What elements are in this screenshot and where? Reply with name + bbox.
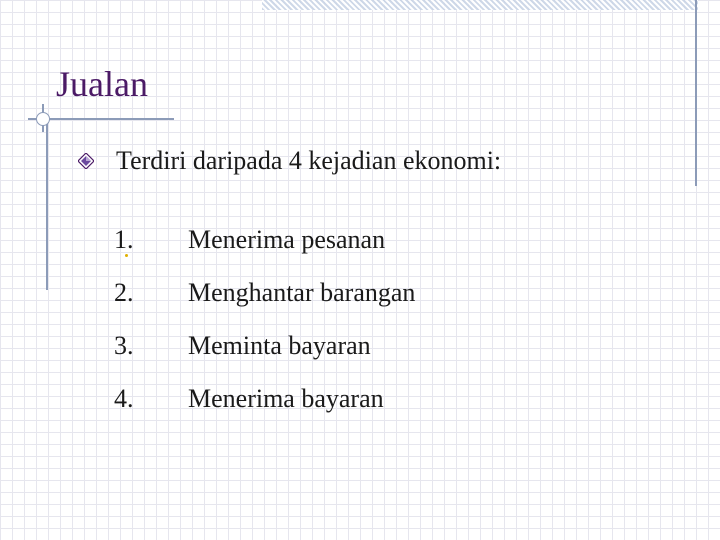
list-item	[114, 372, 415, 425]
decorative-right-line	[695, 0, 697, 186]
list-item	[114, 319, 415, 372]
step-number: 1.	[114, 224, 134, 254]
decorative-top-bar	[262, 0, 698, 10]
step-number: 4.	[114, 383, 134, 413]
slide-title: Jualan	[56, 64, 148, 104]
crosshair-circle-icon	[36, 112, 50, 126]
bullet-item	[78, 146, 501, 176]
step-number: 2.	[114, 277, 134, 307]
list-item	[114, 266, 415, 319]
steps-list	[114, 213, 415, 425]
step-label: Menerima pesanan	[188, 224, 386, 254]
step-label: Menerima bayaran	[188, 383, 384, 413]
diamond-bullet-icon	[78, 153, 94, 169]
step-label: Meminta bayaran	[188, 330, 371, 360]
list-item	[114, 213, 415, 266]
decorative-dot	[125, 254, 128, 257]
step-label: Menghantar barangan	[188, 277, 416, 307]
bullet-text: Terdiri daripada 4 kejadian ekonomi:	[116, 146, 502, 175]
step-number: 3.	[114, 330, 134, 360]
decorative-left-line	[46, 122, 48, 290]
